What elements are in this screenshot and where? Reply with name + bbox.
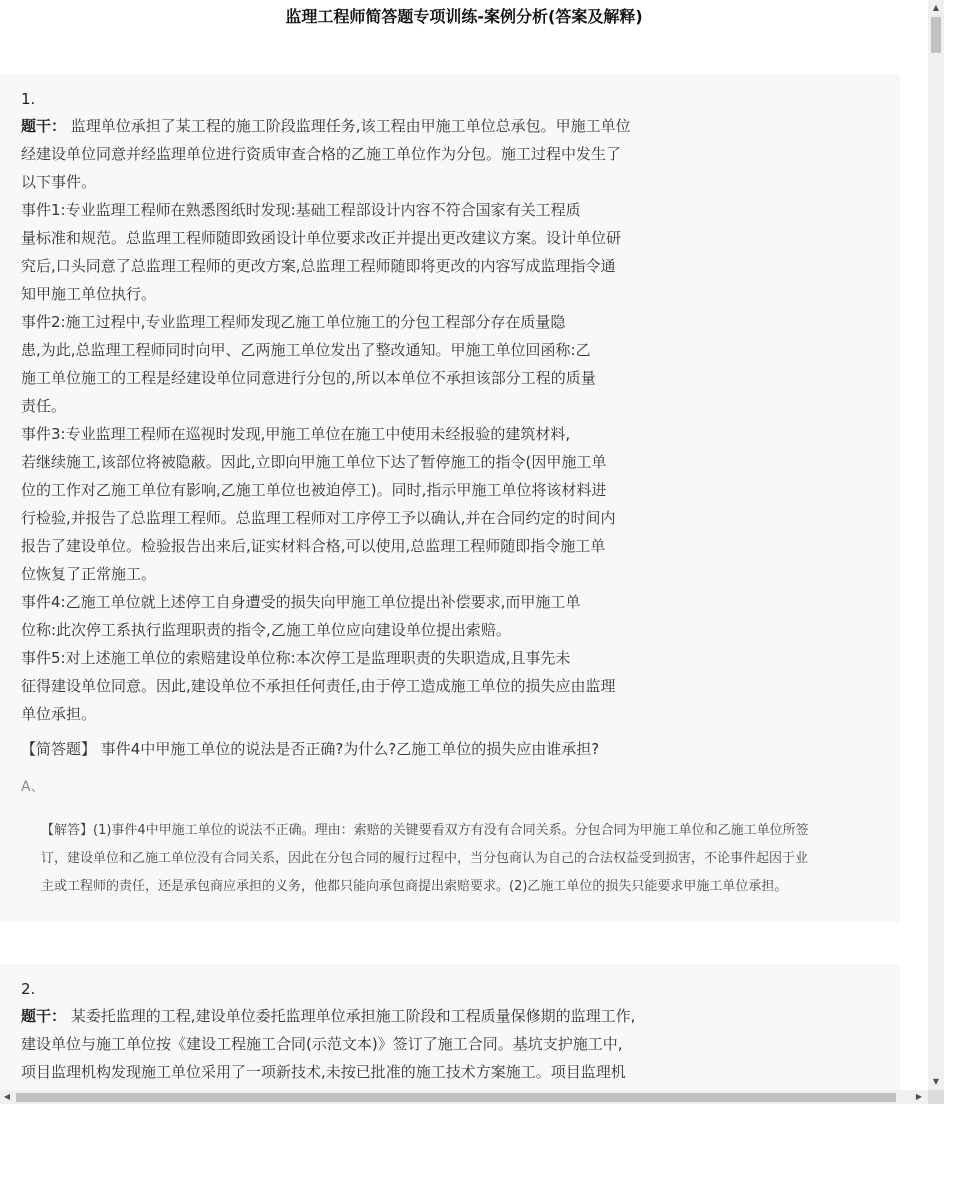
question-card-1 — [0, 74, 900, 922]
stem-line: 题干： 监理单位承担了某工程的施工阶段监理任务,该工程由甲施工单位总承包。甲施工单位 — [21, 117, 631, 135]
stem-line: 单位承担。 — [21, 705, 97, 723]
stem-line: 事件5:对上述施工单位的索赔建设单位称:本次停工是监理职责的失职造成,且事先未 — [21, 649, 571, 667]
stem-label: 题干： — [21, 117, 67, 135]
page-title: 监理工程师简答题专项训练-案例分析(答案及解释) — [285, 7, 643, 26]
stem-line: 经建设单位同意并经监理单位进行资质审查合格的乙施工单位作为分包。施工过程中发生了 — [21, 145, 622, 163]
stem-line: 位恢复了正常施工。 — [21, 565, 157, 583]
stem-line: 事件1:专业监理工程师在熟悉图纸时发现:基础工程部设计内容不符合国家有关工程质 — [21, 201, 581, 219]
stem-line: 建设单位与施工单位按《建设工程施工合同(示范文本)》签订了施工合同。基坑支护施工中, — [21, 1035, 623, 1053]
stem-line: 以下事件。 — [21, 173, 97, 191]
stem-line: 量标准和规范。总监理工程师随即致函设计单位要求改正并提出更改建议方案。设计单位研 — [21, 229, 622, 247]
question-number: 1. — [21, 90, 36, 108]
stem-line: 事件3:专业监理工程师在巡视时发现,甲施工单位在施工中使用未经报验的建筑材料, — [21, 425, 571, 443]
answer-explanation — [41, 817, 871, 901]
question-text: 事件4中甲施工单位的说法是否正确?为什么?乙施工单位的损失应由谁承担? — [100, 740, 600, 758]
answer-line: 主或工程师的责任，还是承包商应承担的义务，他都只能向承包商提出索赔要求。(2)乙施工单位的损失只能要求甲施工单位承担。 — [41, 879, 788, 894]
stem-line: 行检验,并报告了总监理工程师。总监理工程师对工序停工予以确认,并在合同约定的时间内 — [21, 509, 616, 527]
scroll-down-arrow-icon[interactable]: ▼ — [932, 1077, 940, 1086]
horizontal-scroll-thumb[interactable] — [16, 1093, 896, 1102]
stem-line: 究后,口头同意了总监理工程师的更改方案,总监理工程师随即将更改的内容写成监理指令通 — [21, 257, 616, 275]
stem-label: 题干： — [21, 1007, 67, 1025]
answer-line: 【解答】(1)事件4中甲施工单位的说法不正确。理由：索赔的关键要看双方有没有合同关系。分包合同为甲施工单位和乙施工单位所签 — [41, 823, 809, 838]
short-answer-question — [21, 738, 599, 759]
stem-line: 知甲施工单位执行。 — [21, 285, 157, 303]
stem-line: 事件4:乙施工单位就上述停工自身遭受的损失向甲施工单位提出补偿要求,而甲施工单 — [21, 593, 581, 611]
scrollbar-corner — [928, 1090, 944, 1104]
stem-line: 若继续施工,该部位将被隐蔽。因此,立即向甲施工单位下达了暂停施工的指令(因甲施工单 — [21, 453, 607, 471]
stem-line: 报告了建设单位。检验报告出来后,证实材料合格,可以使用,总监理工程师随即指令施工单 — [21, 537, 606, 555]
stem-line: 位的工作对乙施工单位有影响,乙施工单位也被迫停工)。同时,指示甲施工单位将该材料进 — [21, 481, 607, 499]
stem-line: 题干： 某委托监理的工程,建设单位委托监理单位承担施工阶段和工程质量保修期的监理工作, — [21, 1007, 636, 1025]
question-stem — [21, 112, 691, 728]
stem-line: 患,为此,总监理工程师同时向甲、乙两施工单位发出了整改通知。甲施工单位回函称:乙 — [21, 341, 591, 359]
option-a-label: A、 — [21, 779, 45, 795]
question-type-tag: 【简答题】 — [21, 740, 97, 758]
stem-line: 责任。 — [21, 397, 67, 415]
vertical-scroll-thumb[interactable] — [931, 17, 941, 53]
stem-line: 位称:此次停工系执行监理职责的指令,乙施工单位应向建设单位提出索赔。 — [21, 621, 511, 639]
vertical-scrollbar[interactable] — [928, 0, 944, 1090]
stem-line: 事件2:施工过程中,专业监理工程师发现乙施工单位施工的分包工程部分存在质量隐 — [21, 313, 566, 331]
question-card-2 — [0, 964, 900, 1090]
scroll-left-arrow-icon[interactable]: ◀ — [3, 1092, 11, 1101]
horizontal-scrollbar[interactable] — [0, 1090, 928, 1104]
scroll-up-arrow-icon[interactable]: ▲ — [932, 3, 940, 12]
stem-line: 征得建设单位同意。因此,建设单位不承担任何责任,由于停工造成施工单位的损失应由监理 — [21, 677, 616, 695]
scroll-right-arrow-icon[interactable]: ▶ — [915, 1092, 923, 1101]
answer-line: 订，建设单位和乙施工单位没有合同关系，因此在分包合同的履行过程中，当分包商认为自己的合法权益受到损害，不论事件起因于业 — [41, 851, 809, 866]
stem-line: 施工单位施工的工程是经建设单位同意进行分包的,所以本单位不承担该部分工程的质量 — [21, 369, 596, 387]
question-number: 2. — [21, 980, 36, 998]
stem-line: 项目监理机构发现施工单位采用了一项新技术,未按已批准的施工技术方案施工。项目监理机 — [21, 1063, 626, 1081]
question-stem — [21, 1002, 691, 1086]
